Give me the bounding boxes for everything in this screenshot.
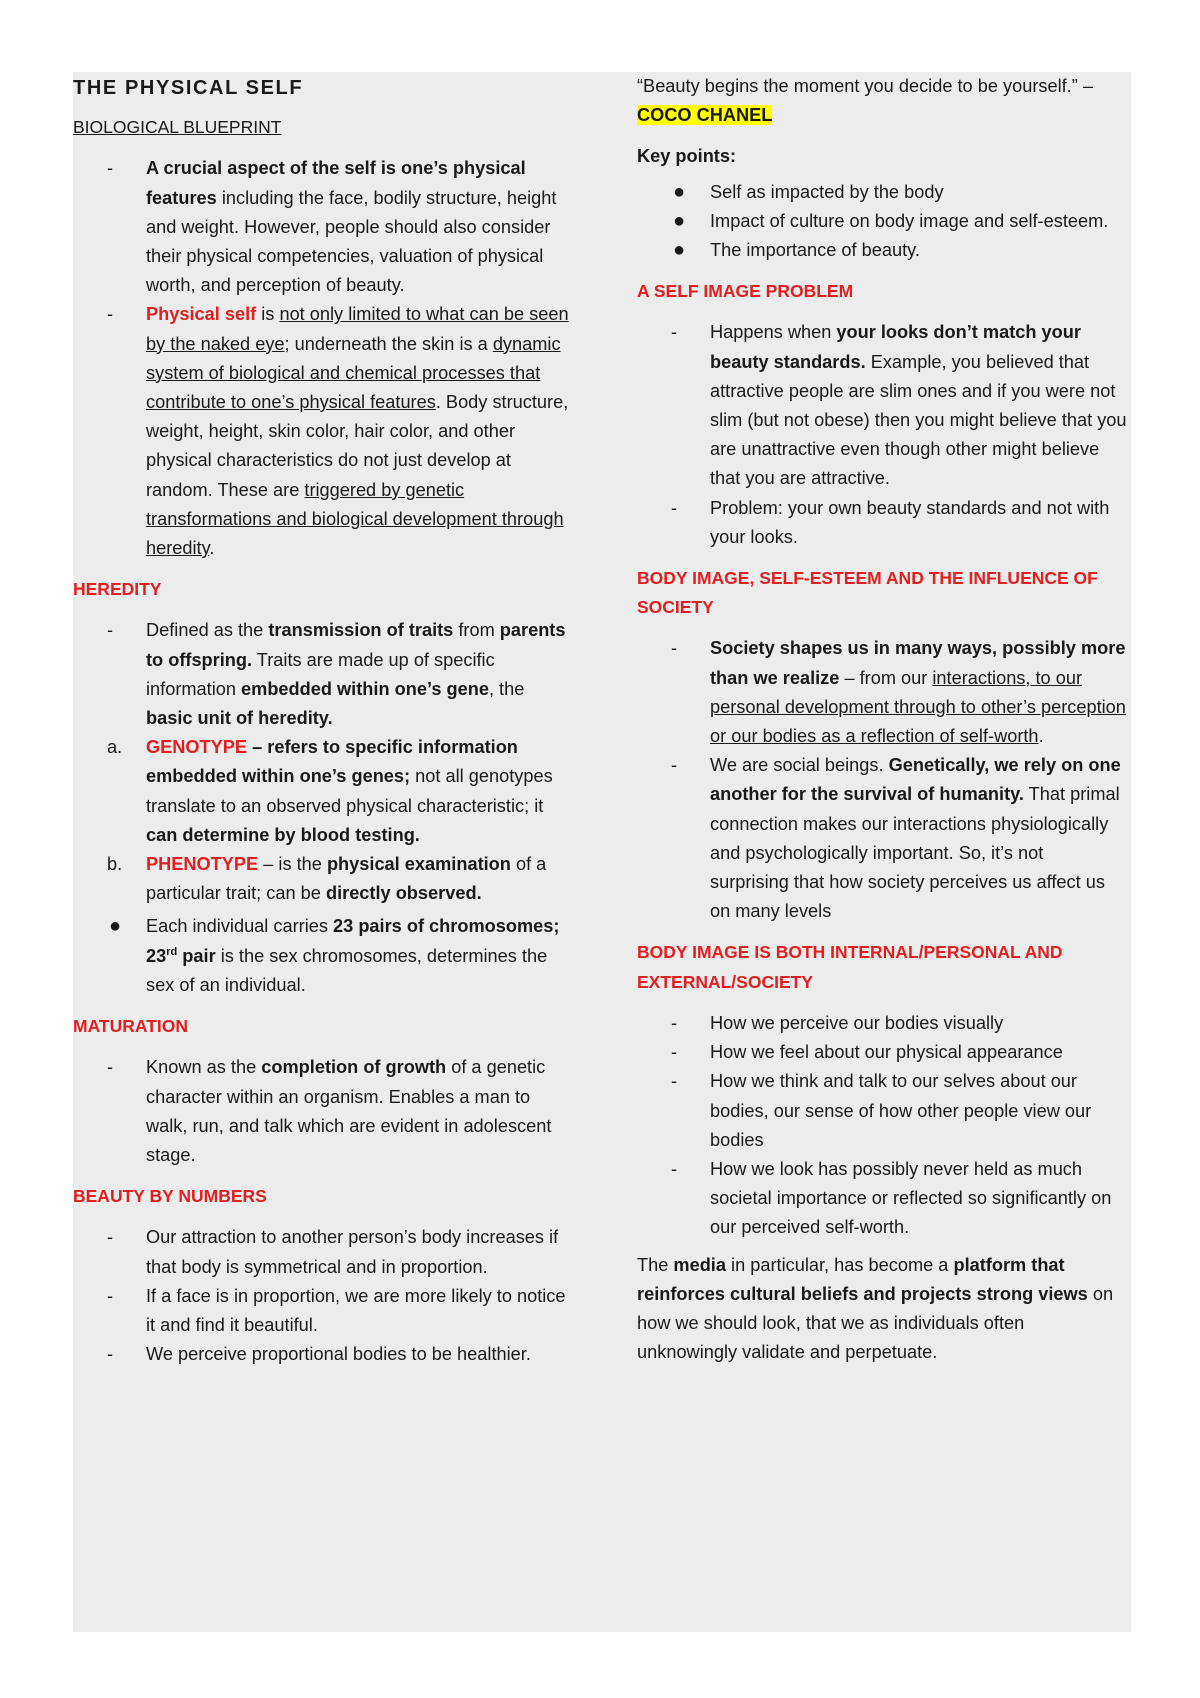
heredity-heading: HEREDITY	[73, 579, 162, 600]
text: Self as impacted by the body	[710, 181, 944, 202]
list-item	[73, 912, 573, 1000]
bold-text: transmission of traits	[268, 620, 454, 641]
letter-marker: a.	[107, 737, 123, 758]
list-item	[637, 318, 1127, 493]
text: Problem: your own beauty standards and not with your looks.	[710, 497, 1110, 547]
maturation-heading: MATURATION	[73, 1016, 189, 1037]
dash-marker: -	[671, 322, 678, 343]
beauty-by-numbers-list	[73, 1223, 573, 1369]
list-item	[73, 1340, 573, 1369]
list-item	[73, 733, 573, 850]
text: of a genetic character within an organism. Enables a man to walk, run, and talk which are evident in adolescent stage.	[146, 1057, 552, 1165]
text: We are social beings.	[710, 755, 889, 776]
bold-text: pair	[177, 945, 216, 966]
chromosome-list	[73, 912, 573, 1000]
text: How we look has possibly never held as much societal importance or reflected so significantly on our perceived self-worth.	[710, 1158, 1112, 1238]
list-item	[637, 751, 1127, 926]
bold-text: media	[673, 1254, 726, 1275]
self-image-heading: A SELF IMAGE PROBLEM	[637, 281, 854, 302]
bold-text: platform that reinforces cultural beliefs and projects strong views	[637, 1254, 1088, 1304]
underlined-text: dynamic system of biological and chemical processes that contribute to one’s physical features	[146, 333, 561, 413]
list-item	[637, 494, 1127, 552]
text: is the sex chromosomes, determines the sex of an individual.	[146, 945, 548, 995]
society-heading: BODY IMAGE, SELF-ESTEEM AND THE INFLUENCE OF SOCIETY	[637, 568, 1098, 618]
text: , the	[488, 678, 525, 699]
text: How we feel about our physical appearance	[710, 1042, 1063, 1063]
media-paragraph	[637, 1251, 1127, 1368]
text: That primal connection makes our interactions physiologically and psychologically important. So, it’s not surprising that how society perceives us affect us on many levels	[710, 784, 1120, 922]
text: Each individual carries	[146, 916, 334, 937]
list-item	[73, 300, 573, 563]
bullet-marker: ●	[673, 180, 686, 203]
text: .	[1038, 726, 1044, 747]
text: The	[637, 1254, 674, 1275]
quote-author: COCO CHANEL	[637, 105, 773, 126]
bold-text: your looks don’t match your beauty standards.	[710, 322, 1081, 372]
dash-marker: -	[671, 1071, 678, 1092]
bold-text: Society shapes us in many ways, possibly more than we realize	[710, 638, 1126, 688]
dash-marker: -	[671, 1158, 678, 1179]
dash-marker: -	[107, 1227, 114, 1248]
text: ; underneath the skin is a	[284, 333, 493, 354]
list-item	[637, 1067, 1127, 1155]
red-term: PHENOTYPE	[146, 854, 259, 875]
heredity-list	[73, 616, 573, 908]
red-term: Physical self	[146, 304, 257, 325]
red-term: GENOTYPE	[146, 737, 248, 758]
text: We perceive proportional bodies to be healthier.	[146, 1344, 531, 1365]
internal-external-list	[637, 1009, 1127, 1243]
text: on how we should look, that we as individuals often unknowingly validate and perpetuate.	[637, 1283, 1114, 1363]
list-item	[73, 1282, 573, 1340]
dash-marker: -	[671, 755, 678, 776]
bold-text: basic unit of heredity.	[146, 708, 333, 729]
underlined-text: not only limited to what can be seen by the naked eye	[146, 304, 569, 354]
text: Defined as the	[146, 620, 269, 641]
text: Traits are made up of specific information	[146, 649, 495, 699]
dash-marker: -	[107, 1285, 114, 1306]
dash-marker: -	[671, 497, 678, 518]
list-item	[73, 616, 573, 733]
bold-text: – refers to specific information embedded within one’s genes;	[146, 737, 518, 787]
internal-external-heading: BODY IMAGE IS BOTH INTERNAL/PERSONAL AND EXTERNAL/SOCIETY	[637, 942, 1063, 992]
list-item	[637, 1038, 1127, 1067]
text: . Body structure, weight, height, skin color, hair color, and other physical characteristics do not just develop at random. These are	[146, 392, 569, 500]
text: How we think and talk to our selves about our bodies, our sense of how other people view our bodies	[710, 1071, 1092, 1150]
list-item	[637, 634, 1127, 751]
key-points-list	[637, 178, 1127, 266]
biological-blueprint-heading: BIOLOGICAL BLUEPRINT	[73, 117, 282, 138]
key-points-label: Key points:	[637, 146, 737, 167]
list-item	[637, 1155, 1127, 1243]
text: in particular, has become a	[725, 1254, 954, 1275]
text: – from our	[839, 667, 933, 688]
text: including the face, bodily structure, height and weight. However, people should also consider their physical competencies, valuation of physical worth, and perception of beauty.	[146, 187, 557, 296]
dash-marker: -	[107, 620, 114, 641]
list-item	[73, 1053, 573, 1170]
dash-marker: -	[107, 158, 114, 179]
underlined-text: triggered by genetic transformations and biological development through heredity	[146, 479, 564, 559]
text: Example, you believed that attractive people are slim ones and if you were not slim (but not obese) then you might believe that you are unattractive even though other might believe that you are attractive.	[710, 351, 1127, 489]
text: .	[209, 538, 215, 559]
list-item	[637, 178, 1127, 207]
letter-marker: b.	[107, 854, 123, 875]
bold-text: embedded within one’s gene	[241, 678, 489, 699]
text: If a face is in proportion, we are more likely to notice it and find it beautiful.	[146, 1285, 566, 1335]
text: Impact of culture on body image and self-esteem.	[710, 210, 1109, 231]
maturation-list	[73, 1053, 573, 1170]
dash-marker: -	[671, 1012, 678, 1033]
page-title: THE PHYSICAL SELF	[73, 77, 304, 99]
right-column	[637, 72, 1127, 1367]
text: Known as the	[146, 1057, 262, 1078]
text: of a particular trait; can be	[146, 854, 547, 904]
underlined-text: interactions, to our personal development through to other’s perception or our bodies as a reflection of self-worth	[710, 667, 1126, 747]
superscript: rd	[166, 945, 178, 958]
dash-marker: -	[671, 638, 678, 659]
self-image-list	[637, 318, 1127, 552]
bold-text: directly observed.	[325, 883, 482, 904]
quote	[637, 72, 1127, 130]
bold-text: completion of growth	[261, 1057, 447, 1078]
biological-blueprint-list	[73, 154, 573, 563]
bullet-marker: ●	[673, 239, 686, 262]
society-list	[637, 634, 1127, 926]
list-item	[637, 236, 1127, 265]
text: not all genotypes translate to an observed physical characteristic; it	[146, 766, 553, 816]
list-item	[73, 1223, 573, 1281]
dash-marker: -	[107, 1344, 114, 1365]
list-item	[73, 154, 573, 300]
text: Our attraction to another person’s body increases if that body is symmetrical and in proportion.	[146, 1227, 559, 1277]
bold-text: Genetically, we rely on one another for the survival of humanity.	[710, 755, 1121, 805]
document-page	[73, 72, 1131, 1632]
text: The importance of beauty.	[710, 240, 920, 261]
text: from	[453, 620, 500, 641]
text: is	[256, 304, 280, 325]
quote-text: “Beauty begins the moment you decide to be yourself.” –	[637, 76, 1093, 96]
dash-marker: -	[671, 1042, 678, 1063]
text: – is the	[258, 854, 327, 875]
dash-marker: -	[107, 304, 114, 325]
bold-text: A crucial aspect of the self is one’s physical features	[146, 158, 526, 208]
bullet-marker: ●	[109, 915, 122, 938]
bullet-marker: ●	[673, 209, 686, 232]
bold-text: 23 pairs of chromosomes; 23	[146, 916, 560, 966]
left-column	[73, 72, 573, 1373]
bold-text: physical examination	[326, 854, 511, 875]
list-item	[73, 850, 573, 908]
list-item	[637, 1009, 1127, 1038]
beauty-by-numbers-heading: BEAUTY BY NUMBERS	[73, 1186, 267, 1207]
dash-marker: -	[107, 1057, 114, 1078]
bold-text: parents to offspring.	[146, 620, 566, 670]
text: Happens when	[710, 322, 837, 343]
list-item	[637, 207, 1127, 236]
text: How we perceive our bodies visually	[710, 1012, 1004, 1033]
bold-text: can determine by blood testing.	[146, 824, 420, 845]
